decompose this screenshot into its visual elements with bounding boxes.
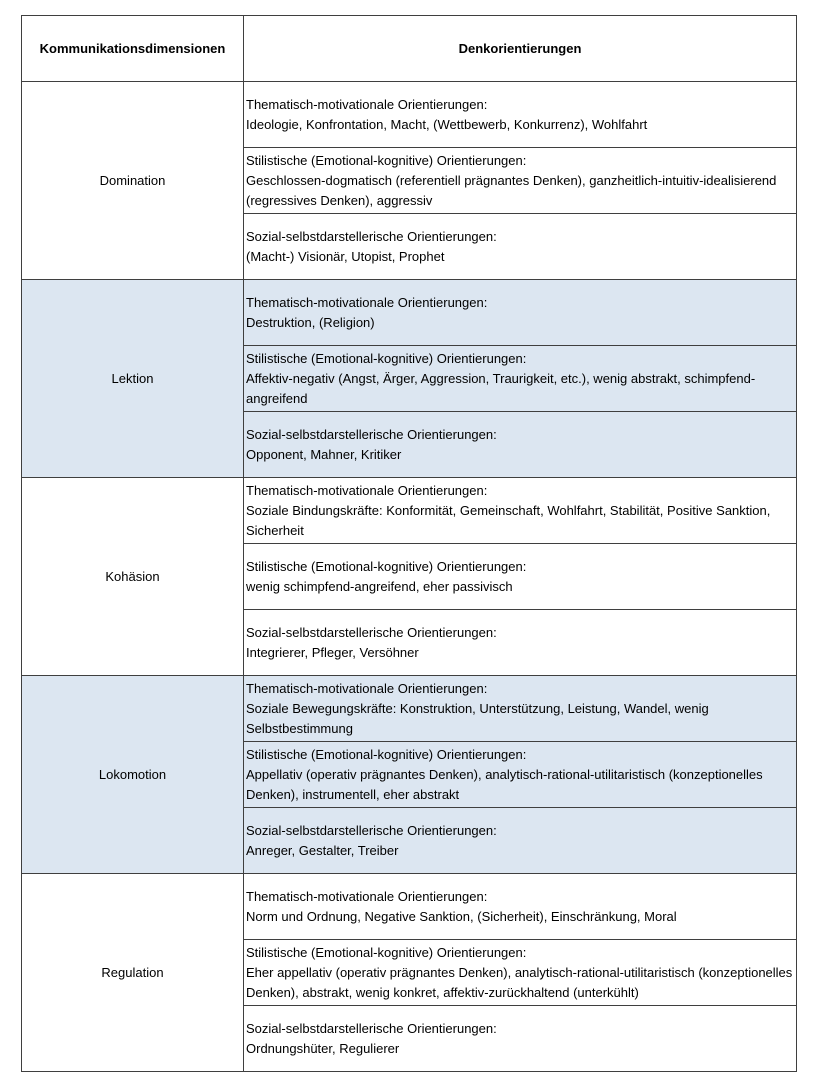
orientation-title: Stilistische (Emotional-kognitive) Orientierungen: xyxy=(246,350,527,366)
orientation-detail: wenig schimpfend-angreifend, eher passivisch xyxy=(246,578,513,594)
orientation-title: Thematisch-motivationale Orientierungen: xyxy=(246,294,488,310)
table-body xyxy=(22,82,797,1072)
orientation-cell xyxy=(244,874,797,940)
orientation-table xyxy=(21,15,797,1072)
column-header-dimensions: Kommunikationsdimensionen xyxy=(22,16,244,82)
dimension-cell: Regulation xyxy=(22,874,244,1072)
orientation-cell xyxy=(244,82,797,148)
orientation-cell xyxy=(244,742,797,808)
orientation-cell xyxy=(244,676,797,742)
table-row xyxy=(22,478,797,544)
orientation-title: Stilistische (Emotional-kognitive) Orientierungen: xyxy=(246,152,527,168)
orientation-title: Sozial-selbstdarstellerische Orientierungen: xyxy=(246,1020,497,1036)
orientation-cell xyxy=(244,478,797,544)
table-row xyxy=(22,874,797,940)
dimension-cell: Kohäsion xyxy=(22,478,244,676)
table-row xyxy=(22,82,797,148)
orientation-cell xyxy=(244,610,797,676)
orientation-title: Stilistische (Emotional-kognitive) Orientierungen: xyxy=(246,558,527,574)
dimension-cell: Domination xyxy=(22,82,244,280)
column-header-orientations: Denkorientierungen xyxy=(244,16,797,82)
orientation-detail: Appellativ (operativ prägnantes Denken), analytisch-rational-utilitaristisch (konzeptionelles Denken), instrumentell, eher abstrakt xyxy=(246,766,763,802)
table-row xyxy=(22,280,797,346)
orientation-detail: Ordnungshüter, Regulierer xyxy=(246,1040,400,1056)
table-row xyxy=(22,676,797,742)
orientation-cell xyxy=(244,1006,797,1072)
orientation-detail: Integrierer, Pfleger, Versöhner xyxy=(246,644,419,660)
orientation-title: Thematisch-motivationale Orientierungen: xyxy=(246,888,488,904)
orientation-title: Sozial-selbstdarstellerische Orientierungen: xyxy=(246,624,497,640)
orientation-detail: (Macht-) Visionär, Utopist, Prophet xyxy=(246,248,445,264)
orientation-detail: Anreger, Gestalter, Treiber xyxy=(246,842,399,858)
orientation-cell xyxy=(244,544,797,610)
orientation-cell xyxy=(244,280,797,346)
orientation-detail: Ideologie, Konfrontation, Macht, (Wettbewerb, Konkurrenz), Wohlfahrt xyxy=(246,116,648,132)
orientation-cell xyxy=(244,940,797,1006)
orientation-title: Thematisch-motivationale Orientierungen: xyxy=(246,680,488,696)
orientation-detail: Norm und Ordnung, Negative Sanktion, (Sicherheit), Einschränkung, Moral xyxy=(246,908,677,924)
orientation-title: Sozial-selbstdarstellerische Orientierungen: xyxy=(246,228,497,244)
orientation-detail: Affektiv-negativ (Angst, Ärger, Aggression, Traurigkeit, etc.), wenig abstrakt, schimpfend-angreifend xyxy=(246,370,756,406)
orientation-cell xyxy=(244,808,797,874)
orientation-title: Thematisch-motivationale Orientierungen: xyxy=(246,96,488,112)
table-header-row xyxy=(22,16,797,82)
orientation-detail: Eher appellativ (operativ prägnantes Denken), analytisch-rational-utilitaristisch (konzeptionelles Denken), abstrakt, wenig konkret, affektiv-zurückhaltend (unterkühlt) xyxy=(246,964,793,1000)
orientation-title: Sozial-selbstdarstellerische Orientierungen: xyxy=(246,822,497,838)
orientation-detail: Geschlossen-dogmatisch (referentiell prägnantes Denken), ganzheitlich-intuitiv-idealisierend (regressives Denken), aggressiv xyxy=(246,172,777,208)
orientation-detail: Soziale Bindungskräfte: Konformität, Gemeinschaft, Wohlfahrt, Stabilität, Positive Sanktion, Sicherheit xyxy=(246,502,771,538)
orientation-cell xyxy=(244,412,797,478)
orientation-detail: Soziale Bewegungskräfte: Konstruktion, Unterstützung, Leistung, Wandel, wenig Selbstbestimmung xyxy=(246,700,709,736)
dimension-cell: Lokomotion xyxy=(22,676,244,874)
orientation-cell xyxy=(244,148,797,214)
orientation-title: Stilistische (Emotional-kognitive) Orientierungen: xyxy=(246,944,527,960)
orientation-detail: Destruktion, (Religion) xyxy=(246,314,375,330)
orientation-cell xyxy=(244,214,797,280)
orientation-cell xyxy=(244,346,797,412)
orientation-title: Sozial-selbstdarstellerische Orientierungen: xyxy=(246,426,497,442)
dimension-cell: Lektion xyxy=(22,280,244,478)
orientation-title: Stilistische (Emotional-kognitive) Orientierungen: xyxy=(246,746,527,762)
orientation-detail: Opponent, Mahner, Kritiker xyxy=(246,446,402,462)
orientation-title: Thematisch-motivationale Orientierungen: xyxy=(246,482,488,498)
